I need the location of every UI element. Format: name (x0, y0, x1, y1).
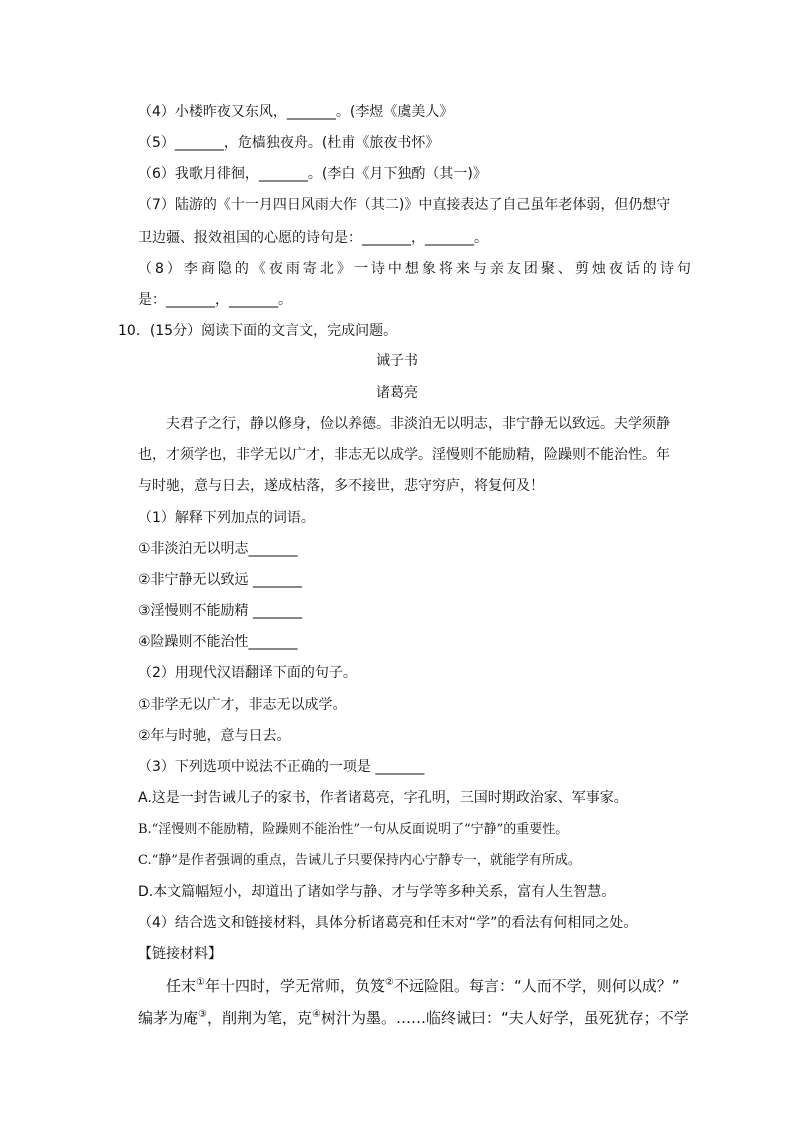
option-d: D.本文篇幅短小，却道出了诸如学与静、才与学等多种关系，富有人生智慧。 (138, 884, 616, 900)
poem-q5: （5）_______，危樯独夜舟。(杜甫《旅夜书怀》 (138, 135, 440, 151)
option-c: C.“静”是作者强调的重点，告诫儿子只要保持内心宁静专一，就能学有所成。 (138, 853, 581, 868)
sub2-item-1: ①非学无以广才，非志无以成学。 (138, 697, 347, 713)
link-text: 编茅为庵 (138, 1009, 199, 1027)
passage-title: 诫子书 (376, 353, 418, 369)
sub1-item-2: ②非宁静无以致远 _______ (138, 572, 303, 588)
link-material-title: 【链接材料】 (138, 946, 222, 962)
sub1-item-3: ③淫慢则不能励精 _______ (138, 603, 303, 619)
footnote-marker-4: ④ (312, 1009, 321, 1020)
link-text: 树汁为墨。……临终诫曰：“夫人好学，虽死犹存；不学 (320, 1009, 689, 1027)
poem-q6: （6）我歌月徘徊，_______。(李白《月下独酌（其一)》 (138, 166, 487, 182)
poem-q8-line2: 是：_______，_______。 (138, 292, 292, 308)
sub2-item-2: ②年与时驰，意与日去。 (138, 728, 291, 744)
footnote-marker-1: ① (196, 977, 205, 988)
sub1-item-4: ④险躁则不能治性_______ (138, 634, 298, 650)
question-10-heading: 10．(15分）阅读下面的文言文，完成问题。 (118, 323, 398, 339)
link-text: ，削荆为笔，克 (206, 1009, 312, 1027)
sub-question-2: （2）用现代汉语翻译下面的句子。 (138, 665, 357, 681)
link-text: 不远险阻。每言：“人而不学，则何以成？” (393, 977, 680, 995)
sub-question-3: （3）下列选项中说法不正确的一项是 _______ (138, 759, 425, 775)
sub1-item-1: ①非淡泊无以明志_______ (138, 541, 298, 557)
passage-line-3: 与时驰，意与日去，遂成枯落，多不接世，悲守穷庐，将复何及！ (138, 478, 544, 494)
link-material-line-1 (166, 976, 680, 996)
passage-author: 诸葛亮 (376, 385, 418, 401)
option-a: A.这是一封告诫儿子的家书，作者诸葛亮，字孔明，三国时期政治家、军事家。 (138, 790, 628, 806)
sub-question-4: （4）结合选文和链接材料，具体分析诸葛亮和任末对“学”的看法有何相同之处。 (138, 915, 638, 931)
passage-line-1: 夫君子之行，静以修身，俭以养德。非淡泊无以明志，非宁静无以致远。夫学须静 (166, 416, 670, 432)
poem-q7-line2: 卫边疆、报效祖国的心愿的诗句是：_______，_______。 (138, 230, 488, 246)
footnote-marker-3: ③ (198, 1009, 207, 1020)
passage-line-2: 也，才须学也，非学无以广才，非志无以成学。淫慢则不能励精，险躁则不能治性。年 (138, 447, 670, 463)
poem-q7-line1: （7）陆游的《十一月四日风雨大作（其二)》中直接表达了自己虽年老体弱，但仍想守 (138, 197, 671, 213)
sub-question-1: （1）解释下列加点的词语。 (138, 510, 315, 526)
poem-q4: （4）小楼昨夜又东风，_______。(李煜《虞美人》 (138, 104, 454, 120)
link-material-line-2 (138, 1008, 689, 1028)
link-text: 年十四时，学无常师，负笈 (204, 977, 385, 995)
footnote-marker-2: ② (385, 977, 394, 988)
link-text: 任末 (166, 977, 197, 995)
poem-q8-line1: （8）李商隐的《夜雨寄北》一诗中想象将来与亲友团聚、剪烛夜话的诗句 (138, 261, 694, 277)
option-b: B.“淫慢则不能励精，险躁则不能治性”一句从反面说明了“宁静”的重要性。 (138, 822, 569, 837)
